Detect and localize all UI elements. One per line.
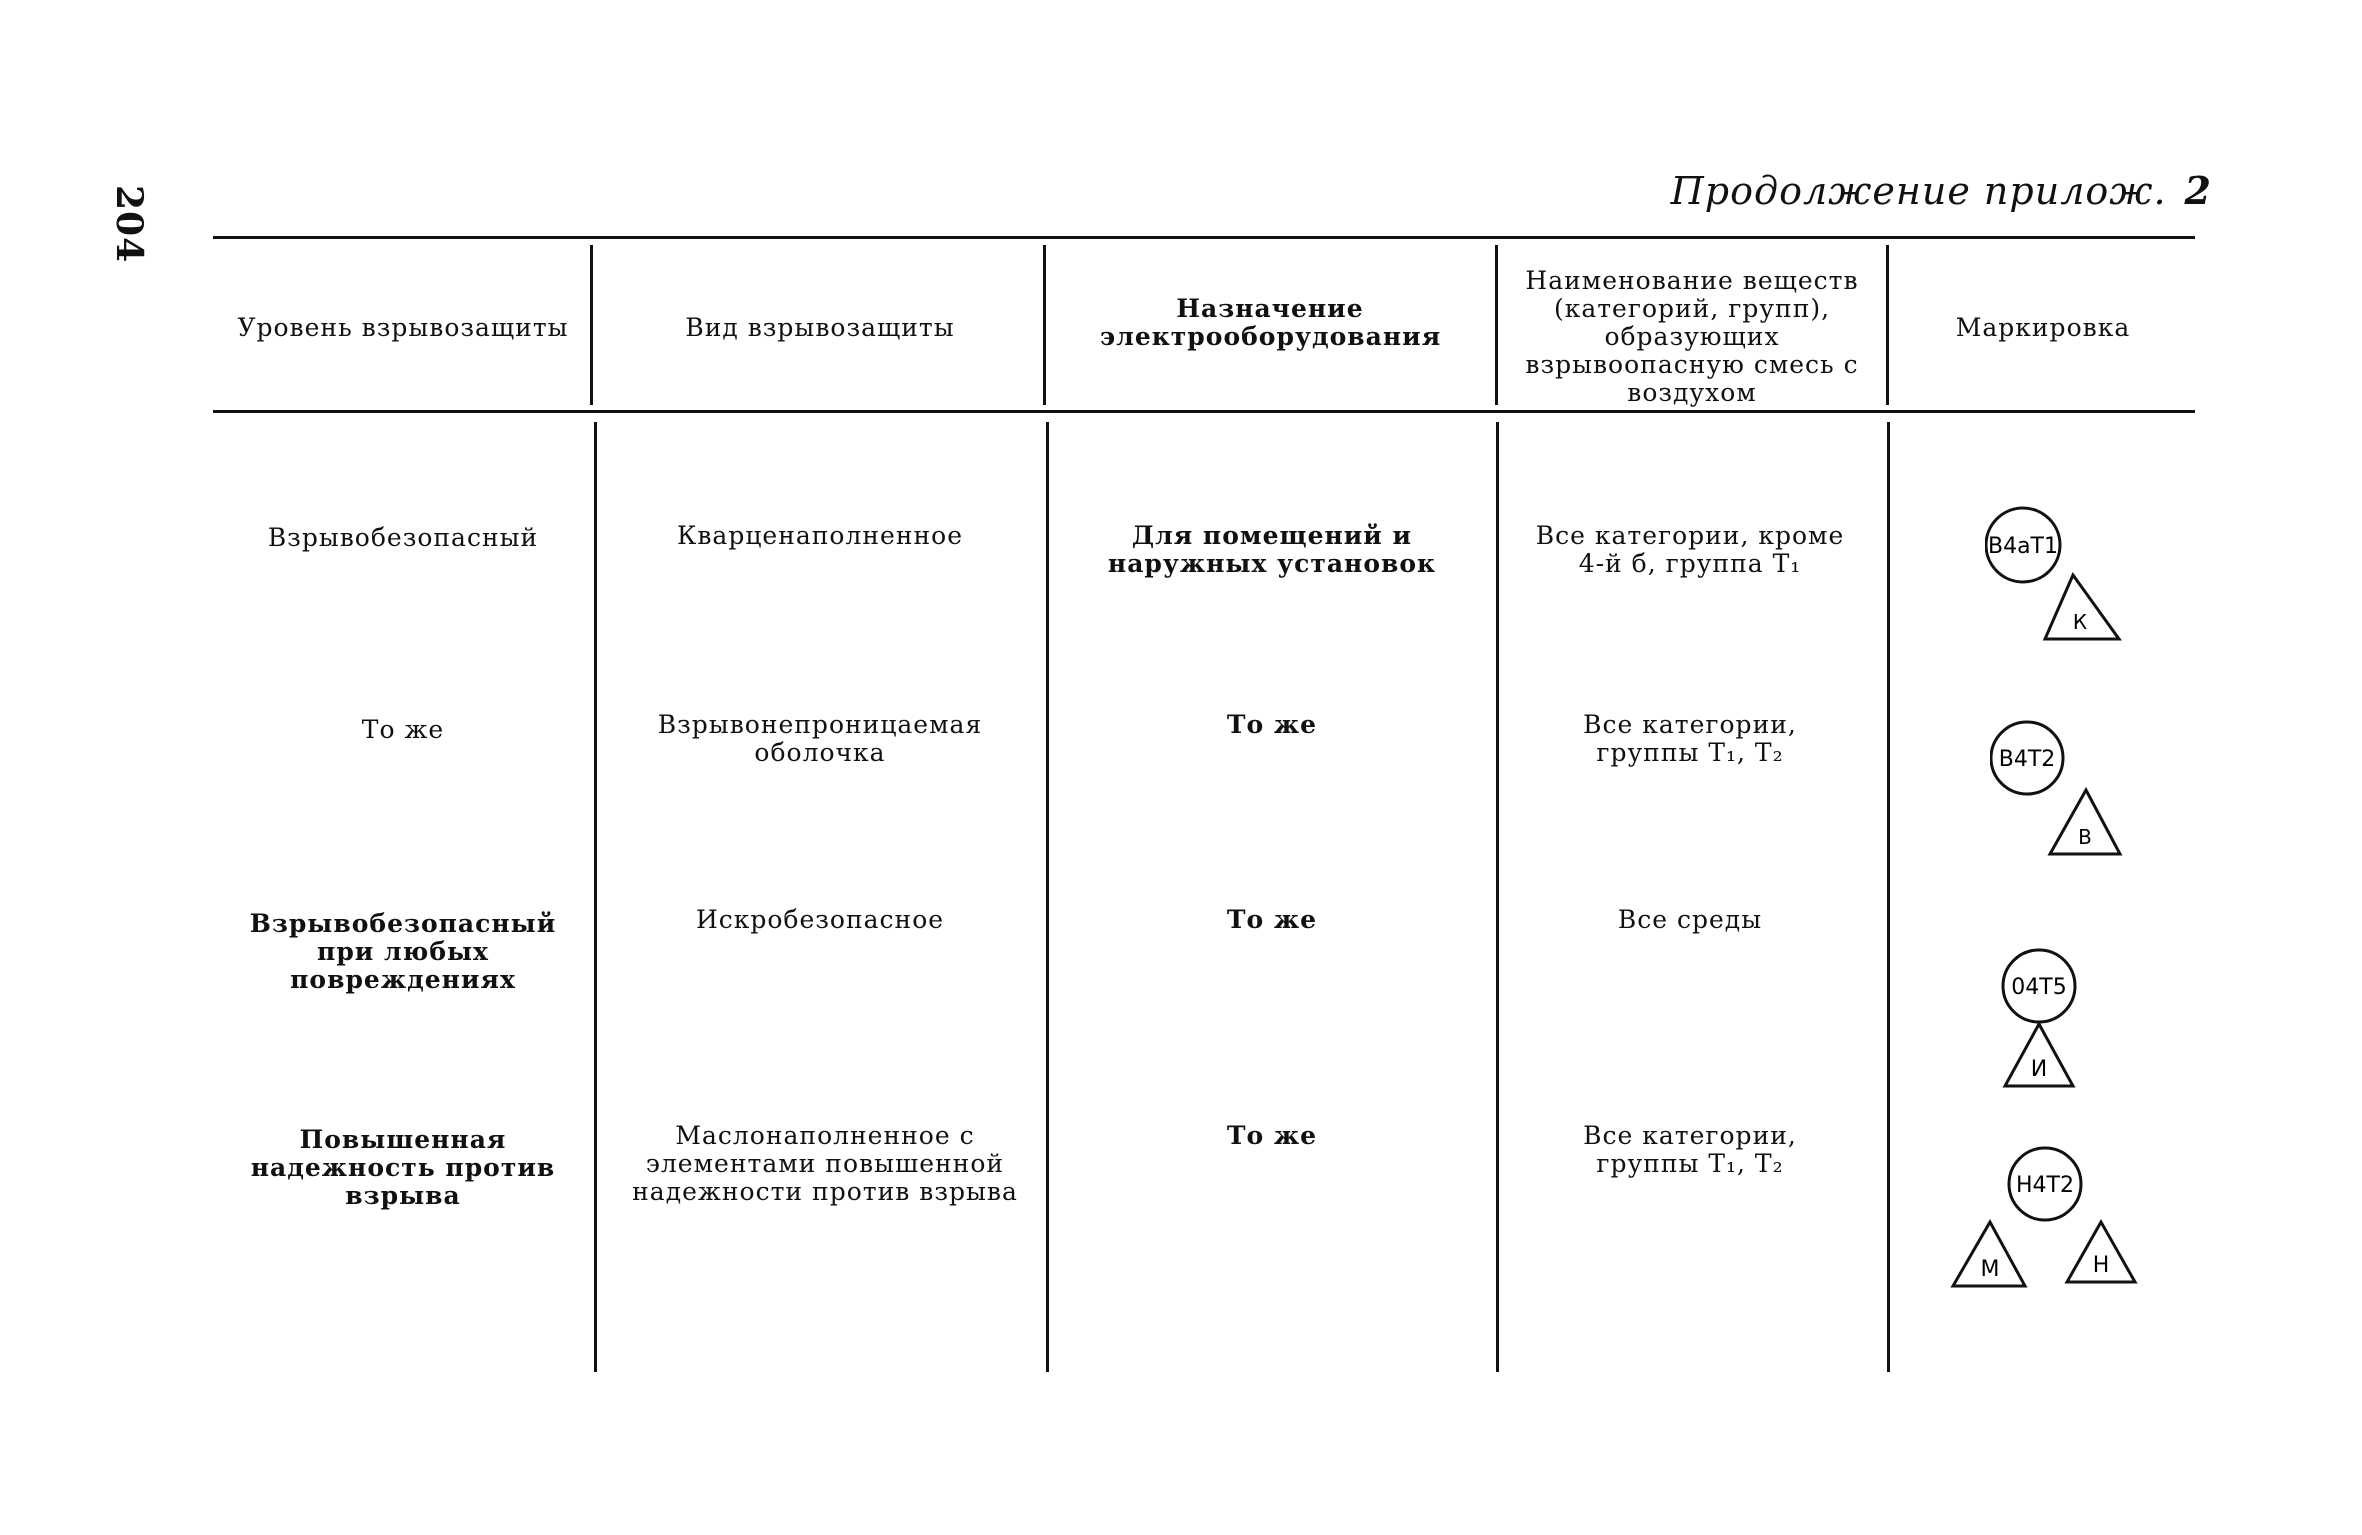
row3-substances: Все среды (1617, 905, 1763, 934)
body-divider (1496, 422, 1499, 1372)
row2-level: То же (361, 715, 445, 744)
continuation-title-text: Продолжение прилож. (1670, 169, 2167, 213)
row1-purpose: Для помещений и наружных установок (1107, 521, 1437, 578)
header-bottom-rule (213, 410, 2195, 413)
row4-marking (1945, 1146, 2145, 1296)
header-marking: Маркировка (1955, 313, 2131, 342)
header-divider (1043, 245, 1046, 405)
marking-triangle-text: И (2030, 1057, 2048, 1082)
row4-level: Повышенная надежность против взрыва (250, 1125, 556, 1210)
header-divider (590, 245, 593, 405)
row4-purpose: То же (1226, 1121, 1318, 1150)
marking-triangle-text: В (2078, 825, 2092, 849)
row1-level: Взрывобезопасный (267, 523, 539, 552)
row1-substances: Все категории, кроме 4-й б, группа Т₁ (1535, 521, 1845, 578)
row2-marking (1990, 720, 2140, 860)
row4-type: Маслонаполненное с элементами повышенной надежности против взрыва (632, 1121, 1018, 1206)
header-purpose: Назначение электрооборудования (1100, 294, 1442, 351)
appendix-number: 2 (2184, 168, 2212, 213)
row3-type: Искробезопасное (695, 905, 945, 934)
table-top-rule (213, 236, 2195, 239)
row3-marking (1995, 948, 2115, 1093)
marking-triangle-text: Н (2092, 1253, 2110, 1278)
marking-circle-text: В4аТ1 (1987, 534, 2059, 559)
header-divider (1495, 245, 1498, 405)
row2-purpose: То же (1226, 710, 1318, 739)
body-divider (594, 422, 597, 1372)
body-divider (1887, 422, 1890, 1372)
continuation-title (1671, 168, 2212, 213)
marking-circle-text: 04Т5 (2011, 975, 2067, 1000)
header-level: Уровень взрывозащиты (237, 313, 569, 342)
marking-triangle-text: М (1980, 1257, 2000, 1282)
header-substances: Наименование веществ (категорий, групп), образующих взрывоопасную смесь с воздухом (1525, 266, 1859, 407)
marking-triangle-text: К (2072, 610, 2088, 634)
row3-purpose: То же (1226, 905, 1318, 934)
marking-circle-text: Н4Т2 (2016, 1173, 2074, 1198)
row1-marking (1985, 505, 2135, 645)
page-number: 204 (108, 185, 150, 264)
row2-substances: Все категории, группы Т₁, Т₂ (1583, 710, 1797, 767)
body-divider (1046, 422, 1049, 1372)
row4-substances: Все категории, группы Т₁, Т₂ (1583, 1121, 1797, 1178)
header-divider (1886, 245, 1889, 405)
row1-type: Кварценаполненное (677, 521, 963, 550)
marking-circle-text: В4Т2 (1998, 747, 2056, 772)
header-type: Вид взрывозащиты (685, 313, 955, 342)
row2-type: Взрывонепроницаемая оболочка (657, 710, 983, 767)
row3-level: Взрывобезопасный при любых повреждениях (249, 909, 557, 994)
